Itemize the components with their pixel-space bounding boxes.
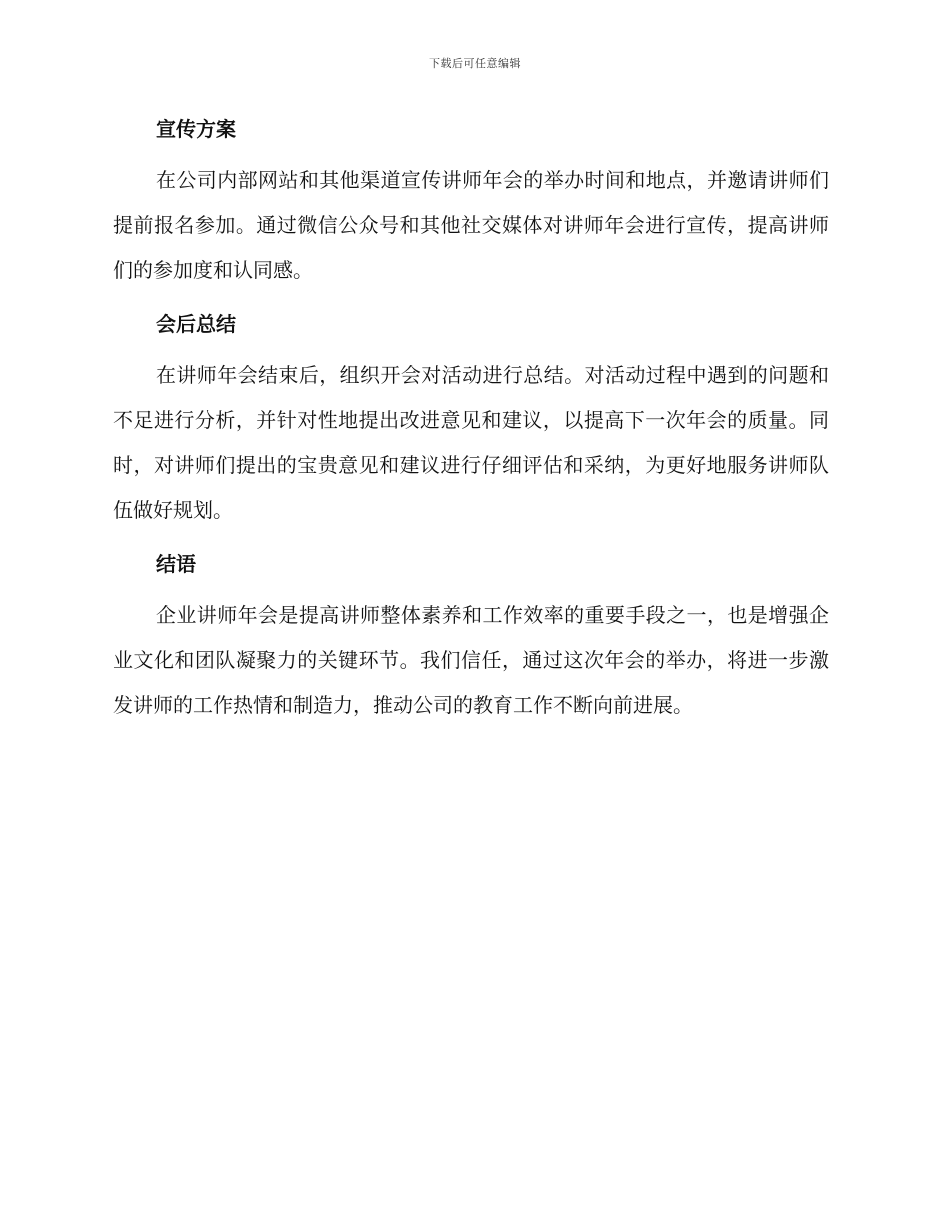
- section-paragraph: 企业讲师年会是提高讲师整体素养和工作效率的重要手段之一，也是增强企业文化和团队凝聚力的关键环节。我们信任，通过这次年会的举办，将进一步激发讲师的工作热情和制造力，推动公司的教育工作不断向前进展。: [113, 603, 829, 717]
- document-body: [113, 110, 829, 728]
- section-conclusion: [113, 545, 829, 728]
- section-heading: 宣传方案: [156, 117, 236, 141]
- section-publicity: [113, 110, 829, 293]
- page-header: 下载后可任意编辑: [429, 57, 521, 70]
- section-heading: 结语: [156, 552, 196, 576]
- section-paragraph: 在公司内部网站和其他渠道宣传讲师年会的举办时间和地点，并邀请讲师们提前报名参加。通过微信公众号和其他社交媒体对讲师年会进行宣传，提高讲师们的参加度和认同感。: [113, 168, 829, 282]
- section-paragraph: 在讲师年会结束后，组织开会对活动进行总结。对活动过程中遇到的问题和不足进行分析，并针对性地提出改进意见和建议，以提高下一次年会的质量。同时，对讲师们提出的宝贵意见和建议进行仔细评估和采纳，为更好地服务讲师队伍做好规划。: [113, 363, 829, 522]
- section-summary: [113, 305, 829, 533]
- section-heading: 会后总结: [156, 312, 236, 336]
